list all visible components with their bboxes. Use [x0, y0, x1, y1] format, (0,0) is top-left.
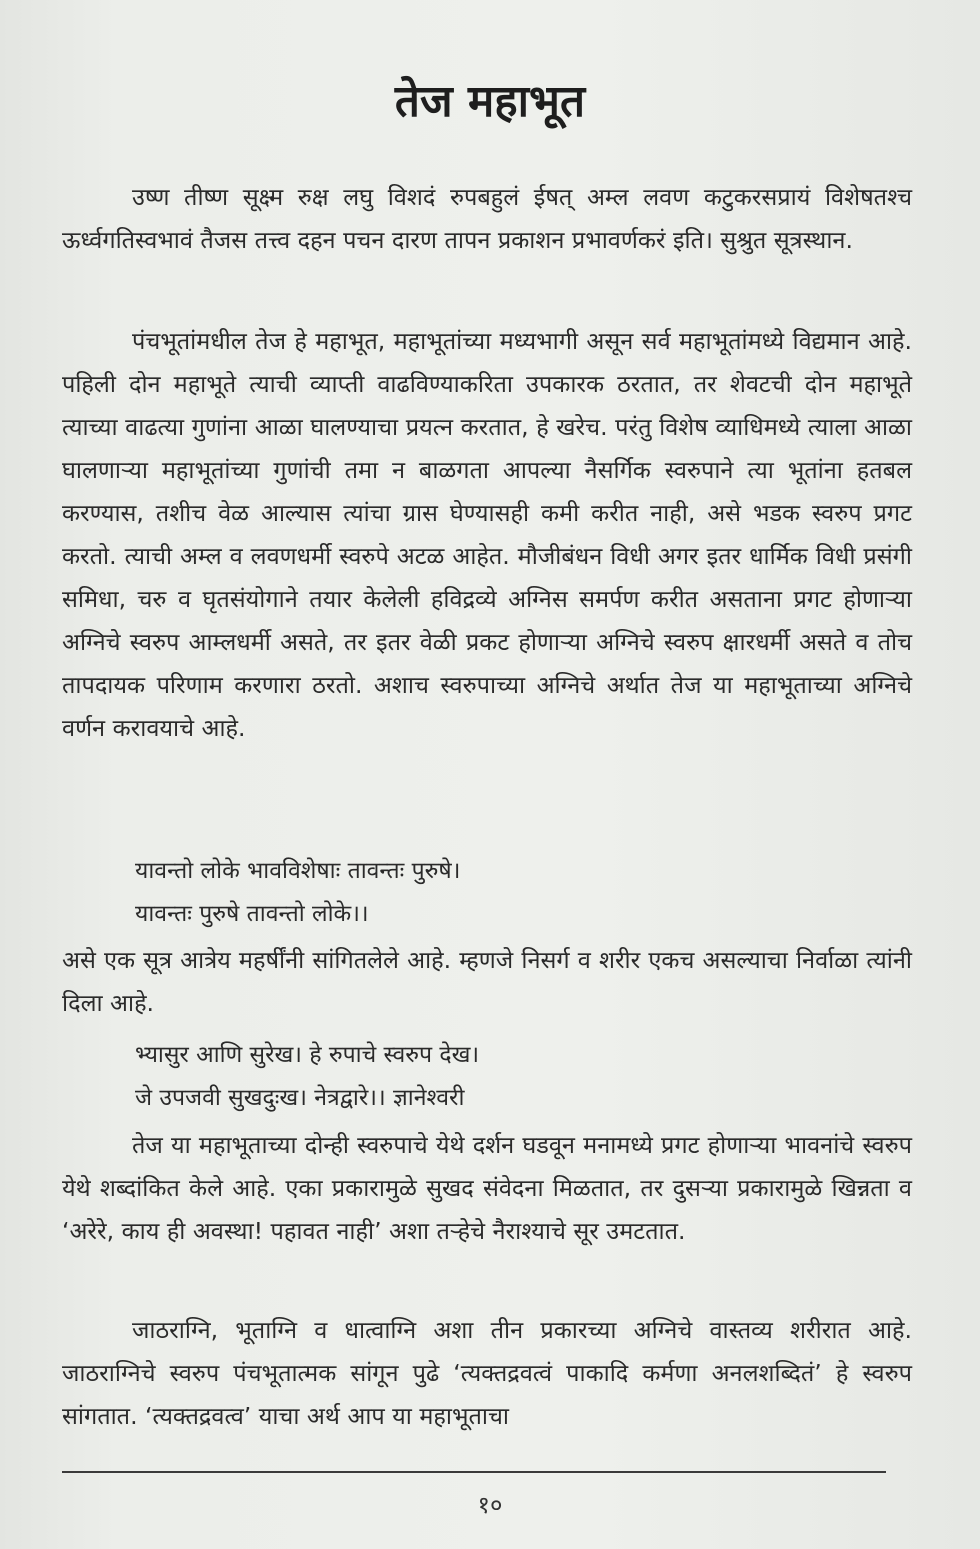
paragraph-agni-types: जाठराग्नि, भूताग्नि व धात्वाग्नि अशा तीन प्रकारच्या अग्निचे वास्तव्य शरीरात आहे. जाठराग्निचे स्वरुप पंचभूतात्मक सांगून पुढे ‘त्यक्तद्रवत्वं पाकादि कर्मणा अनलशब्दितं’ हे स्वरुप सांगतात. ‘त्यक्तद्रवत्व’ याचा अर्थ आप या महाभूताचा — [62, 1316, 912, 1430]
chapter-title: तेज महाभूत — [394, 76, 586, 128]
paragraph-main: पंचभूतांमधील तेज हे महाभूत, महाभूतांच्या मध्यभागी असून सर्व महाभूतांमध्ये विद्यमान आहे. पहिली दोन महाभूते त्याची व्याप्ती वाढविण्याकरिता उपकारक ठरतात, तर शेवटची दोन महाभूते त्याच्या वाढत्या गुणांना आळा घालण्याचा प्रयत्न करतात, हे खरेच. परंतु विशेष व्याधिमध्ये त्याला आळा घालणाऱ्या महाभूतांच्या गुणांची तमा न बाळगता आपल्या नैसर्गिक स्वरुपाने त्या भूतांना हतबल करण्यास, तशीच वेळ आल्यास त्यांचा ग्रास घेण्यासही कमी करीत नाही, असे भडक स्वरुप प्रगट करतो. त्याची अम्ल व लवणधर्मी स्वरुपे अटळ आहेत. मौजीबंधन विधी अगर इतर धार्मिक विधी प्रसंगी समिधा, चरु व घृतसंयोगाने तयार केलेली हविद्रव्ये अग्निस समर्पण करीत असताना प्रगट होणाऱ्या अग्निचे स्वरुप आम्लधर्मी असते, तर इतर वेळी प्रकट होणाऱ्या अग्निचे स्वरुप क्षारधर्मी असते व तोच तापदायक परिणाम करणारा ठरतो. अशाच स्वरुपाच्या अग्निचे अर्थात तेज या महाभूताच्या अग्निचे वर्णन करावयाचे आहे. — [62, 327, 912, 742]
verse-block-2 — [135, 1034, 895, 1120]
paragraph-sanskrit-quote: उष्ण तीष्ण सूक्ष्म रुक्ष लघु विशदं रुपबहुलं ईषत् अम्ल लवण कटुकरसप्रायं विशेषतश्च ऊर्ध्वगतिस्वभावं तैजस तत्त्व दहन पचन दारण तापन प्रकाशन प्रभावर्णकरं इति। सुश्रुत सूत्रस्थान. — [62, 183, 912, 254]
paragraph-sutra-note: असे एक सूत्र आत्रेय महर्षींनी सांगितलेले आहे. म्हणजे निसर्ग व शरीर एकच असल्याचा निर्वाळा त्यांनी दिला आहे. — [62, 946, 912, 1017]
verse-block-1 — [135, 850, 895, 936]
verse-line: यावन्तो लोके भावविशेषाः तावन्तः पुरुषे। — [135, 858, 461, 884]
paragraph-tej-forms: तेज या महाभूताच्या दोन्ही स्वरुपाचे येथे दर्शन घडवून मनामध्ये प्रगट होणाऱ्या भावनांचे स्वरुप येथे शब्दांकित केले आहे. एका प्रकारामुळे सुखद संवेदना मिळतात, तर दुसऱ्या प्रकारामुळे खिन्नता व ‘अरेरे, काय ही अवस्था! पहावत नाही’ अशा तऱ्हेचे नैराश्याचे सूर उमटतात. — [62, 1131, 912, 1245]
verse-line: यावन्तः पुरुषे तावन्तो लोके।। — [135, 901, 369, 927]
footer-rule — [62, 1471, 886, 1473]
page-number: १० — [477, 1491, 503, 1519]
verse-line: भ्यासुर आणि सुरेख। हे रुपाचे स्वरुप देख। — [135, 1042, 480, 1068]
verse-line: जे उपजवी सुखदुःख। नेत्रद्वारे।। ज्ञानेश्वरी — [135, 1085, 465, 1111]
